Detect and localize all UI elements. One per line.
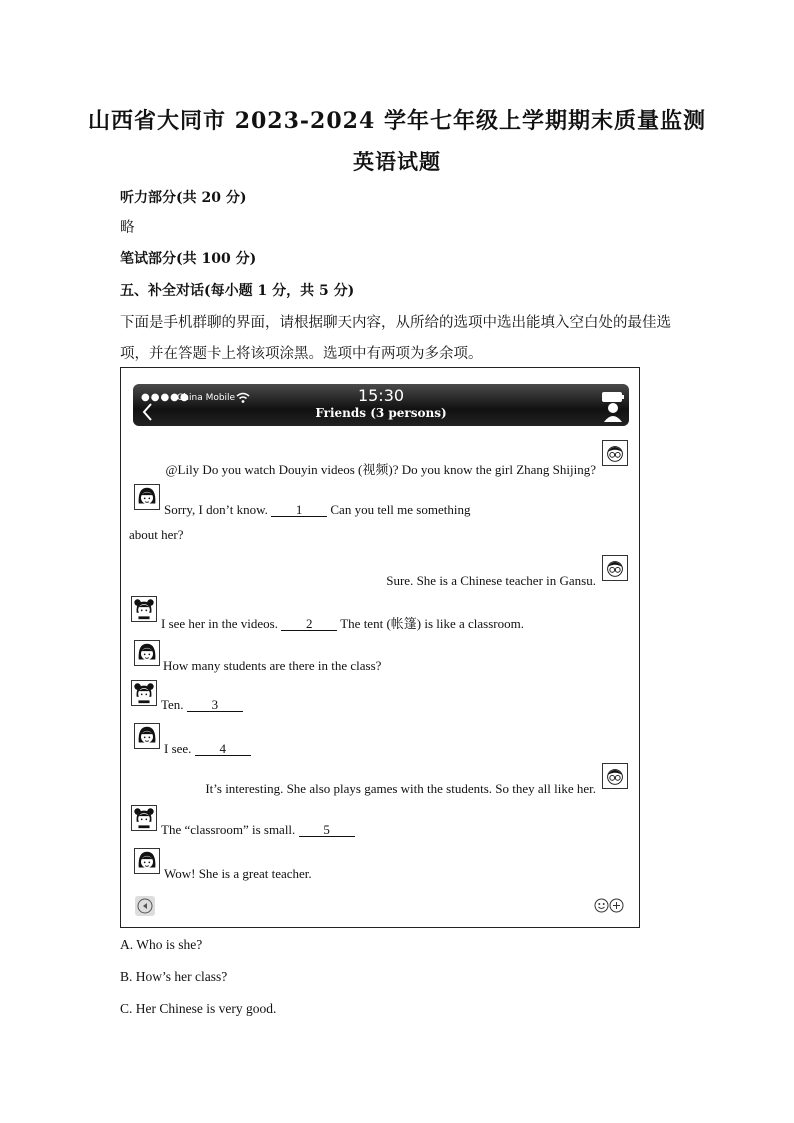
message-text: The tent (帐篷) is like a classroom. bbox=[337, 616, 524, 631]
avatar-girl-buns[interactable] bbox=[131, 805, 157, 831]
answer-blank-5: 5 bbox=[299, 823, 355, 837]
user-icon[interactable] bbox=[603, 402, 623, 426]
message-text: I see. bbox=[164, 741, 195, 756]
phone-status-bar bbox=[133, 384, 629, 426]
carrier-label: China Mobile bbox=[177, 393, 236, 403]
chat-screenshot-frame bbox=[120, 367, 640, 928]
chat-message bbox=[161, 613, 524, 632]
chat-group-title: Friends (3 persons) bbox=[315, 406, 447, 420]
chat-message bbox=[164, 741, 251, 757]
instruction-line2: 项，并在答题卡上将该项涂黑。选项中有两项为多余项。 bbox=[120, 346, 483, 362]
message-text: Sorry, I don’t know. bbox=[164, 502, 272, 517]
message-text: Can you tell me something bbox=[327, 502, 471, 517]
listening-heading: 听力部分(共 20 分) bbox=[120, 190, 247, 206]
chat-message bbox=[164, 502, 470, 518]
answer-blank-2: 2 bbox=[281, 617, 337, 631]
avatar-girl-buns[interactable] bbox=[131, 596, 157, 622]
signal-dots: ●●●●● bbox=[141, 392, 190, 403]
writing-heading: 笔试部分(共 100 分) bbox=[120, 251, 257, 267]
message-text: Ten. bbox=[161, 697, 187, 712]
avatar-boy-glasses[interactable] bbox=[602, 440, 628, 466]
doc-title: 山西省大同市 2023-2024 学年七年级上学期期末质量监测 bbox=[88, 108, 706, 134]
instruction-line1: 下面是手机群聊的界面，请根据聊天内容，从所给的选项中选出能填入空白处的最佳选 bbox=[120, 315, 671, 331]
message-text: The “classroom” is small. bbox=[161, 822, 299, 837]
answer-blank-4: 4 bbox=[195, 742, 251, 756]
avatar-girl-bob[interactable] bbox=[134, 848, 160, 874]
option-b: B. How’s her class? bbox=[120, 969, 228, 984]
option-a: A. Who is she? bbox=[120, 937, 203, 952]
chat-message: Wow! She is a great teacher. bbox=[164, 866, 312, 881]
answer-blank-1: 1 bbox=[271, 503, 327, 517]
option-c: C. Her Chinese is very good. bbox=[120, 1001, 277, 1016]
answer-blank-3: 3 bbox=[187, 698, 243, 712]
avatar-girl-bob[interactable] bbox=[134, 640, 160, 666]
voice-icon[interactable] bbox=[135, 896, 155, 916]
chat-message bbox=[161, 697, 243, 713]
clock-time: 15:30 bbox=[357, 386, 405, 405]
avatar-girl-buns[interactable] bbox=[131, 680, 157, 706]
chat-message-cont: about her? bbox=[129, 527, 184, 542]
chat-message: How many students are there in the class? bbox=[163, 658, 382, 673]
omitted-note: 略 bbox=[120, 220, 135, 236]
chat-message: @Lily Do you watch Douyin videos (视频)? Do you know the girl Zhang Shijing? bbox=[165, 462, 596, 477]
chat-message: It’s interesting. She also plays games with the students. So they all like her. bbox=[205, 781, 596, 796]
emoji-icon[interactable] bbox=[594, 898, 609, 917]
chat-message bbox=[161, 822, 355, 838]
message-text: I see her in the videos. bbox=[161, 616, 282, 631]
doc-subtitle: 英语试题 bbox=[353, 149, 441, 174]
avatar-girl-bob[interactable] bbox=[134, 484, 160, 510]
avatar-girl-bob[interactable] bbox=[134, 723, 160, 749]
plus-icon[interactable] bbox=[609, 898, 624, 917]
section5-heading: 五、补全对话(每小题 1 分，共 5 分) bbox=[120, 283, 355, 299]
avatar-boy-glasses[interactable] bbox=[602, 763, 628, 789]
avatar-boy-glasses[interactable] bbox=[602, 555, 628, 581]
chat-message: Sure. She is a Chinese teacher in Gansu. bbox=[386, 573, 596, 588]
